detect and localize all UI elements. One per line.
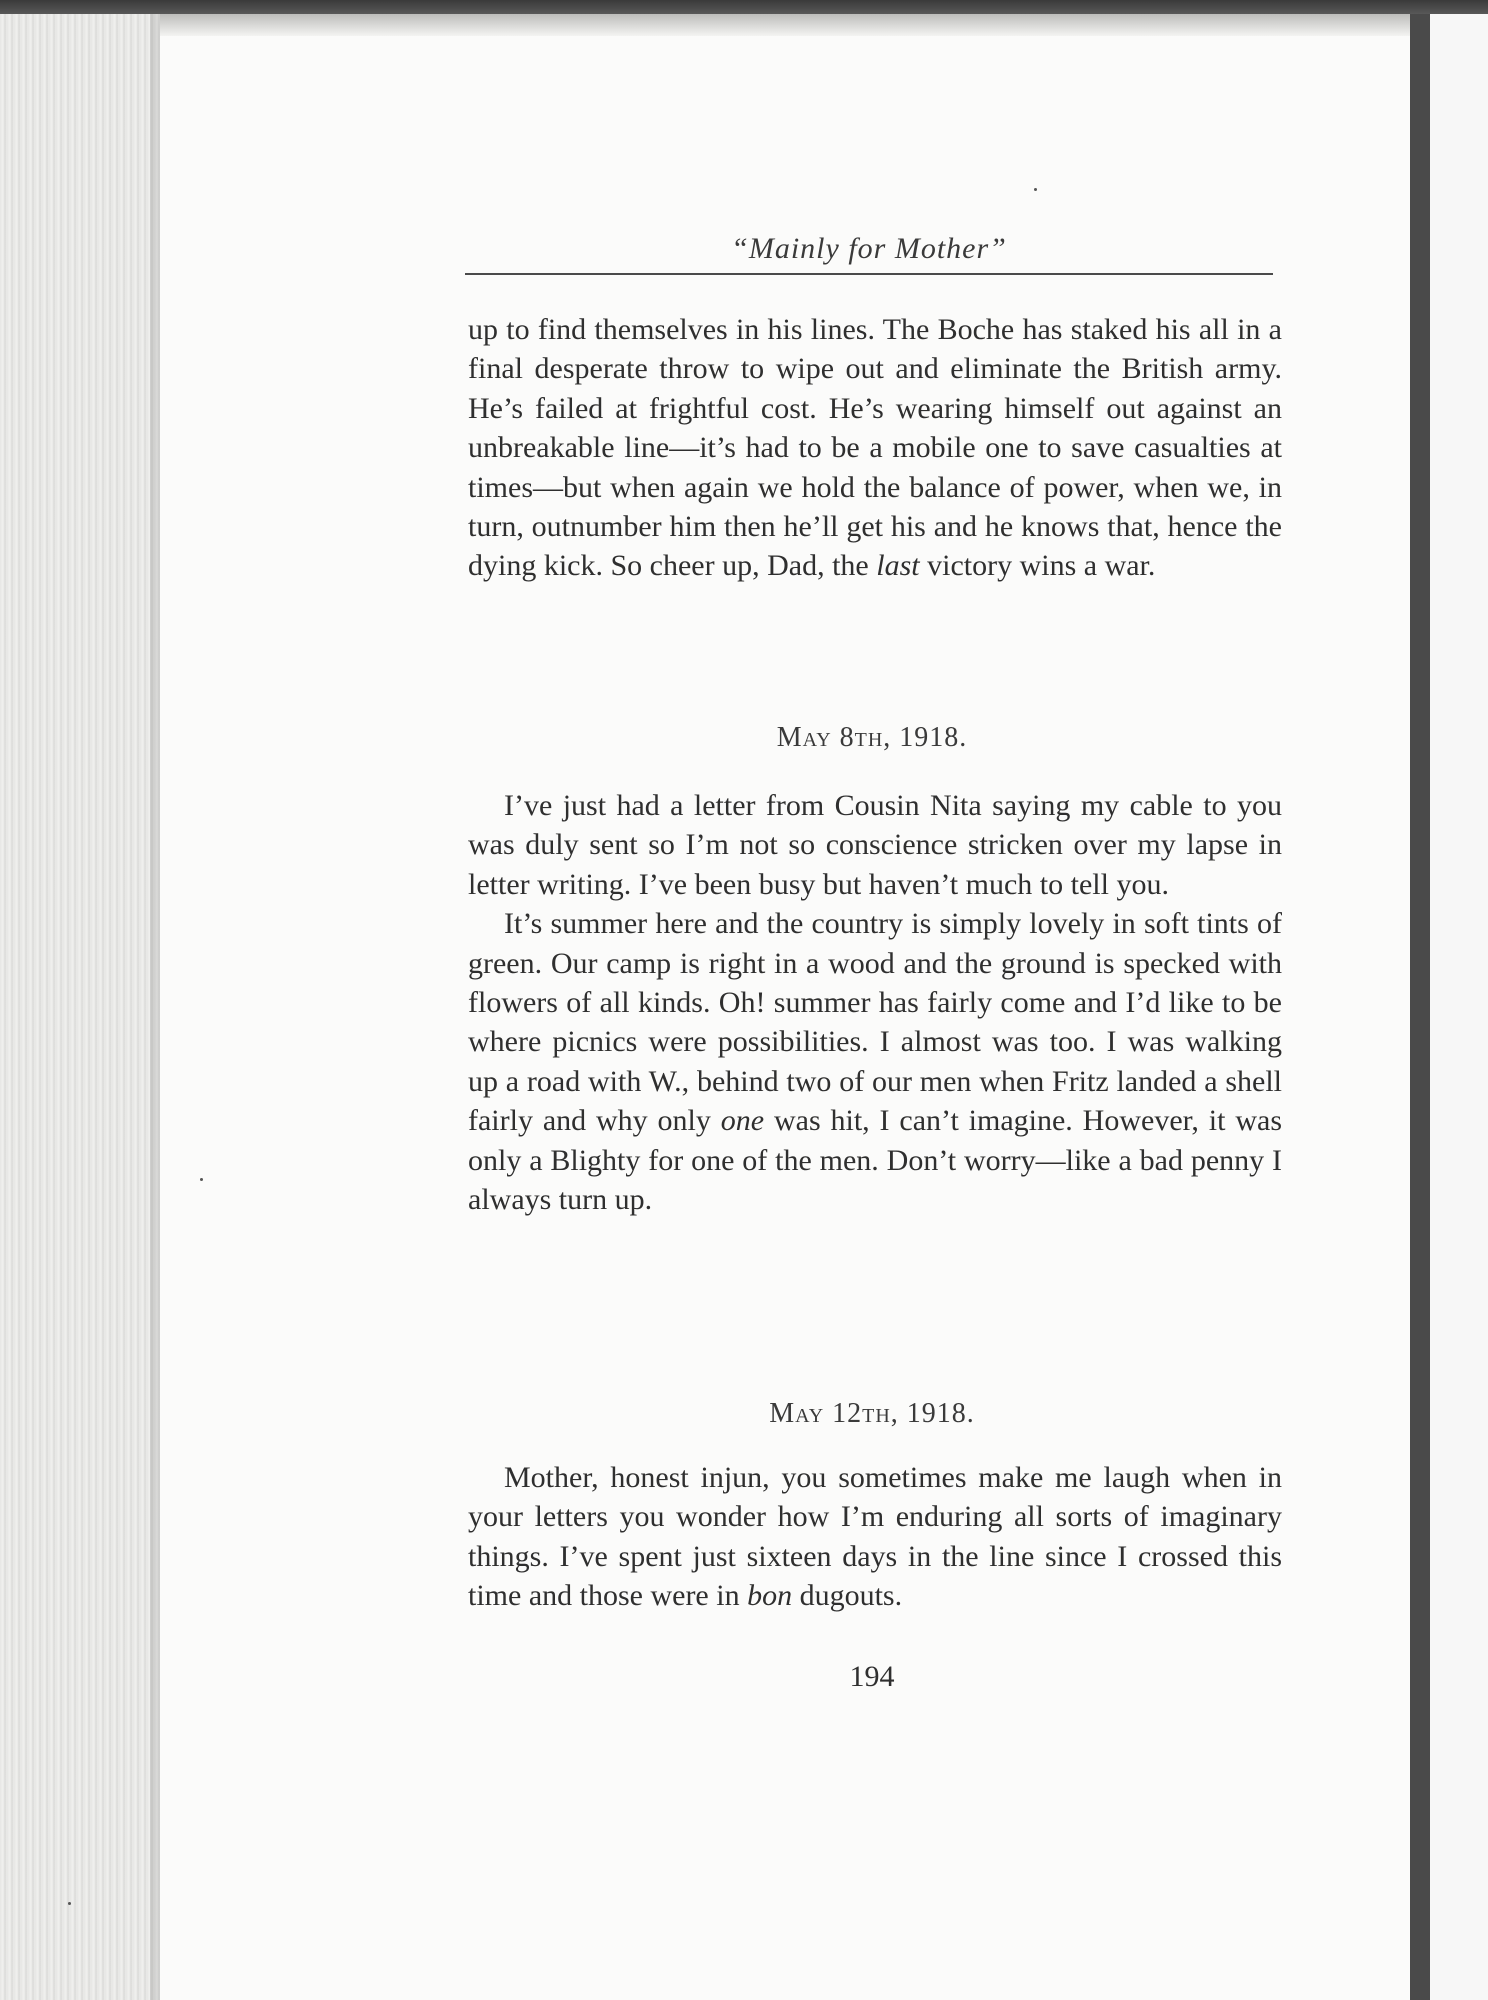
- section-1-text: [468, 310, 1282, 586]
- page-right-edge: [1410, 14, 1430, 2000]
- continued-paragraph: up to find themselves in his lines. The Boche has staked his all in a final desperate throw to wipe out and eliminate the British army. He’s failed at frightful cost. He’s wearing himself out against an unbreakable line—it’s had to be a mobile one to save casualties at times—but when again we hold the balance of power, when we, in turn, outnumber him then he’ll get his and he knows that, hence the dying kick. So cheer up, Dad, the last victory wins a war.: [468, 313, 1282, 583]
- page-top-edge: [160, 14, 1435, 36]
- dateline-may-12: May 12th, 1918.: [769, 1398, 975, 1429]
- paragraph: I’ve just had a letter from Cousin Nita saying my cable to you was duly sent so I’m not so conscience stricken over my lapse in letter writing. I’ve been busy but haven’t much to tell you.: [468, 789, 1282, 901]
- paragraph: It’s summer here and the country is simply lovely in soft tints of green. Our camp is right in a wood and the ground is specked with flowers of all kinds. Oh! summer has fairly come and I’d like to be where picnics were possibilities. I almost was too. I was walking up a road with W., behind two of our men when Fritz landed a shell fairly and why only one was hit, I can’t imagine. However, it was only a Blighty for one of the men. Don’t worry—like a bad penny I always turn up.: [468, 907, 1282, 1217]
- emphasis-bon: bon: [747, 1579, 793, 1613]
- page-edges: [0, 14, 160, 2000]
- speck-mark: [1034, 188, 1037, 191]
- dateline-may-8: May 8th, 1918.: [776, 722, 968, 753]
- scan-right-margin: [1430, 14, 1488, 2000]
- section-2-text: [468, 786, 1282, 1219]
- paragraph: Mother, honest injun, you sometimes make me laugh when in your letters you wonder how I’m enduring all sorts of imaginary things. I’ve spent just sixteen days in the line since I crossed this time and those were in bon dugouts.: [468, 1461, 1282, 1613]
- speck-mark: [200, 1178, 203, 1181]
- emphasis-last: last: [876, 549, 920, 583]
- head-rule: [465, 273, 1273, 275]
- speck-mark: [68, 1902, 71, 1905]
- section-3-text: [468, 1458, 1282, 1616]
- running-head: “Mainly for Mother”: [731, 232, 1007, 265]
- emphasis-one: one: [720, 1104, 765, 1138]
- page-number: 194: [849, 1660, 895, 1693]
